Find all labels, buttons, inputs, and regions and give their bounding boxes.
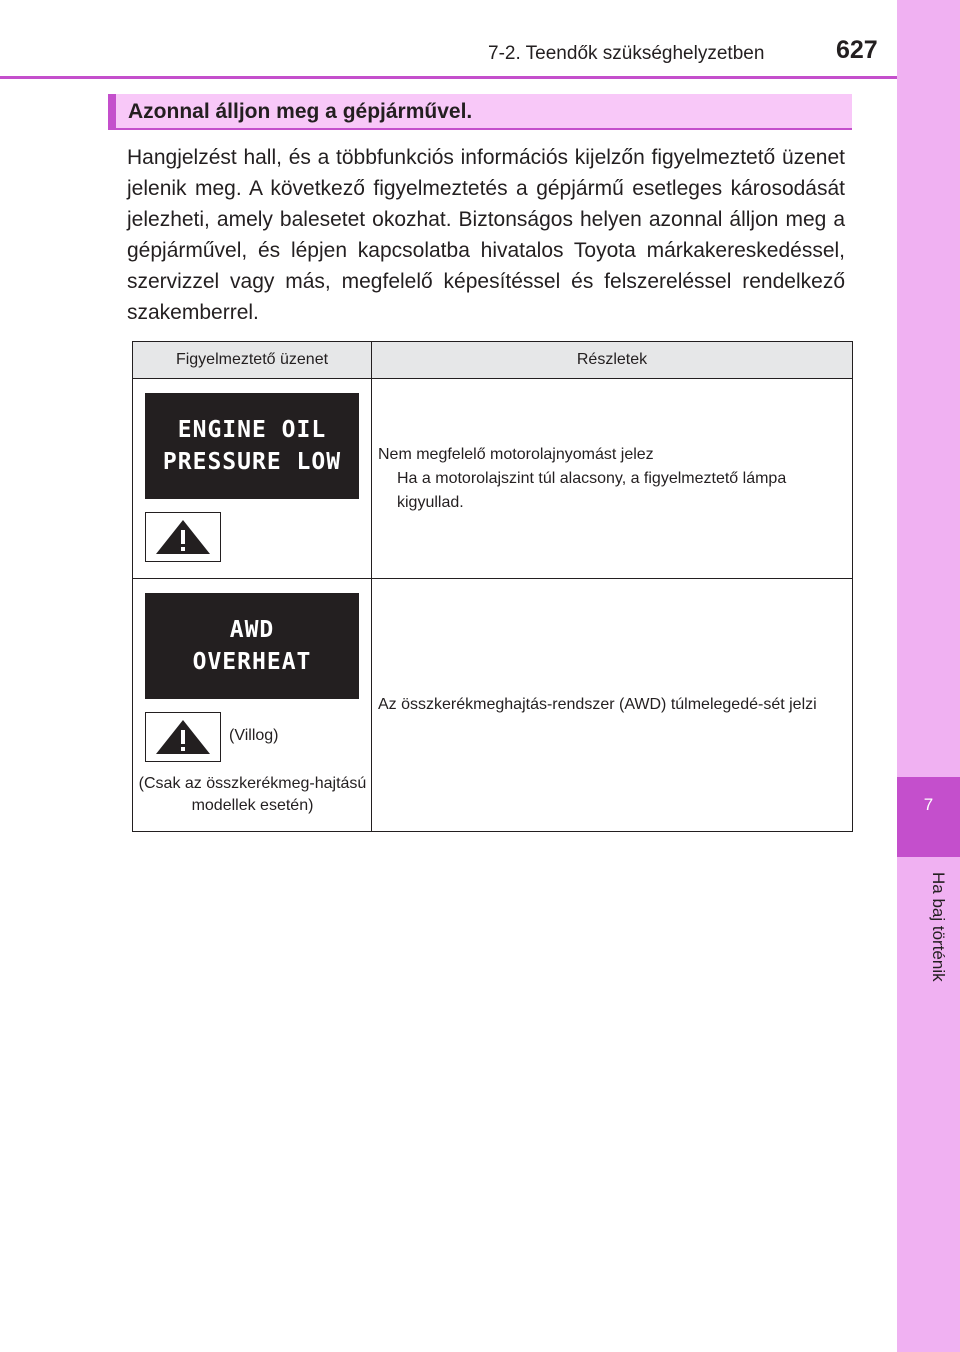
- header-section-title: 7-2. Teendők szükséghelyzetben: [488, 43, 765, 64]
- page-number: 627: [836, 36, 878, 64]
- chapter-title: Ha baj történik: [929, 872, 948, 982]
- details-cell: [372, 379, 853, 579]
- awd-overheat-display: [145, 593, 359, 699]
- display-line: PRESSURE LOW: [162, 449, 342, 475]
- section-title: Azonnal álljon meg a gépjárművel.: [128, 100, 473, 123]
- side-tab-strip: [897, 0, 960, 1352]
- awd-models-note: (Csak az összkerékmeg-hajtású modellek esetén): [138, 775, 367, 814]
- chapter-tab: [897, 777, 960, 857]
- table-row: [133, 379, 853, 579]
- section-title-bar: [108, 94, 852, 130]
- warning-triangle-icon: [145, 712, 221, 762]
- detail-sub: Ha a motorolajszint túl alacsony, a figyelmeztető lámpa kigyullad.: [397, 469, 787, 511]
- blink-note: (Villog): [229, 727, 279, 744]
- table-row: [133, 579, 853, 832]
- warning-triangle-icon: [145, 512, 221, 562]
- warning-table: [132, 341, 853, 832]
- detail-main: Az összkerékmeghajtás-rendszer (AWD) túlmelegedé-sét jelzi: [378, 696, 817, 713]
- detail-main: Nem megfelelő motorolajnyomást jelez: [378, 445, 654, 463]
- table-header-row: [133, 342, 853, 379]
- display-line: AWD: [229, 617, 275, 643]
- header-rule: [0, 76, 897, 79]
- table-header-details: Részletek: [372, 342, 853, 379]
- message-cell: [133, 379, 372, 579]
- table-header-message: Figyelmeztető üzenet: [133, 342, 372, 379]
- display-line: ENGINE OIL: [177, 417, 327, 443]
- engine-oil-display: [145, 393, 359, 499]
- chapter-number: 7: [923, 795, 934, 814]
- intro-paragraph: Hangjelzést hall, és a többfunkciós információs kijelzőn figyelmeztető üzenet jelenik meg. A következő figyelmeztetés a gépjármű esetleges károsodását jelezheti, amely balesetet okozhat. Biztonságos helyen azonnal álljon meg a gépjárművel, és lépjen kapcsolatba hivatalos Toyota márkakereskedéssel, szervizzel vagy más, megfelelő képesítéssel és felszereléssel rendelkező szakemberrel.: [127, 146, 845, 324]
- details-cell: [372, 579, 853, 832]
- display-line: OVERHEAT: [192, 649, 312, 675]
- message-cell: [133, 579, 372, 832]
